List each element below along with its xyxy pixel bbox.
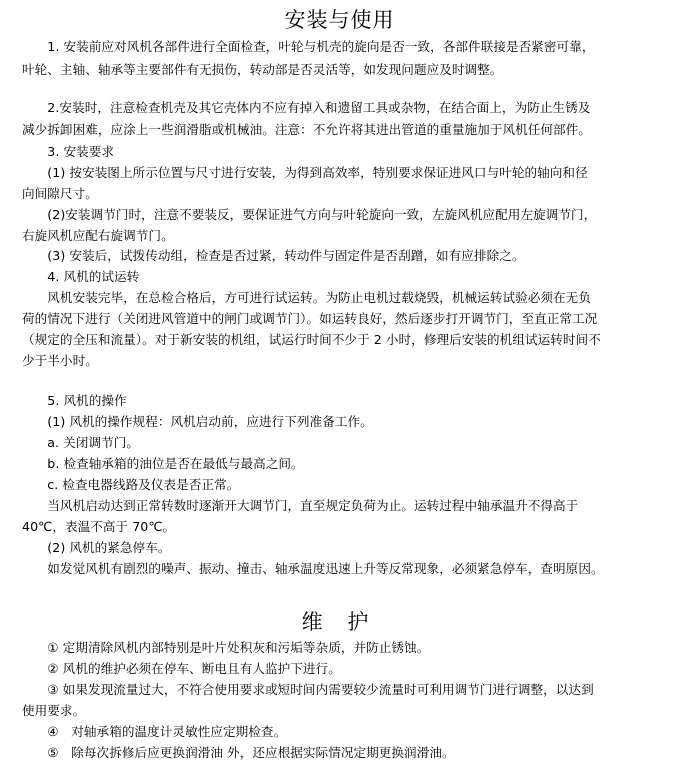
maintain-line-2: ② 风机的维护必须在停车、断电且有人监护下进行。 — [22, 661, 341, 676]
install-line-10: (3) 安装后，试拨传动组，检查是否过紧，转动件与固定件是否刮蹭，如有应排除之。 — [22, 248, 525, 263]
install-line-6: (1) 按安装图上所示位置与尺寸进行安装，为得到高效率，特别要求保证进风口与叶轮的轴向和径 — [22, 165, 588, 180]
install-line-2: 叶轮、主轴、轴承等主要部件有无损伤，转动部是否灵活等，如发现问题应及时调整。 — [22, 62, 503, 77]
maintain-title: 维 护 — [301, 610, 378, 634]
install-line-4: 减少拆卸困难，应涂上一些润滑脂或机械油。注意：不允许将其进出管道的重量施加于风机任何部件。 — [22, 122, 591, 137]
maintain-line-5: ④ 对轴承箱的温度计灵敏性应定期检查。 — [22, 724, 287, 739]
install-line-5: 3. 安装要求 — [22, 144, 115, 159]
install-line-15: 少于半小时。 — [22, 353, 98, 368]
install-line-22: 40℃，表温不高于 70℃。 — [22, 519, 176, 534]
maintain-line-6: ⑤ 除每次拆修后应更换润滑油 外，还应根据实际情况定期更换润滑油。 — [22, 745, 455, 760]
install-line-1: 1. 安装前应对风机各部件进行全面检查，叶轮与机壳的旋向是否一致，各部件联接是否紧密可靠， — [22, 39, 595, 54]
install-line-8: (2)安装调节门时，注意不要装反，要保证进气方向与叶轮旋向一致，左旋风机应配用左旋调节门， — [22, 207, 597, 222]
install-line-12: 风机安装完毕，在总检合格后，方可进行试运转。为防止电机过载烧毁，机械运转试验必须在无负 — [22, 290, 591, 305]
install-line-23: (2) 风机的紧急停车。 — [22, 540, 171, 555]
install-line-24: 如发觉风机有剧烈的噪声、振动、撞击、轴承温度迅速上升等反常现象，必须紧急停车，查明原因。 — [22, 561, 604, 576]
maintain-line-3: ③ 如果发现流量过大，不符合使用要求或短时间内需要较少流量时可利用调节门进行调整，以达到 — [22, 682, 594, 697]
install-line-9: 右旋风机应配右旋调节门。 — [22, 228, 174, 243]
maintain-line-4: 使用要求。 — [22, 703, 86, 718]
install-line-18: a. 关闭调节门。 — [22, 435, 140, 450]
install-line-14: （规定的全压和流量）。对于新安装的机组，试运行时间不少于 2 小时，修理后安装的机组试运转时间不 — [22, 332, 601, 347]
install-line-16: 5. 风机的操作 — [22, 393, 127, 408]
install-line-11: 4. 风机的试运转 — [22, 269, 140, 284]
install-line-13: 荷的情况下进行（关闭进风管道中的闸门或调节门）。如运转良好，然后逐步打开调节门，至直正常工况 — [22, 311, 598, 326]
install-line-19: b. 检查轴承箱的油位是否在最低与最高之间。 — [22, 456, 304, 471]
install-line-21: 当风机启动达到正常转数时逐渐开大调节门，直至规定负荷为止。运转过程中轴承温升不得高于 — [22, 498, 579, 513]
install-title: 安装与使用 — [284, 8, 395, 32]
maintain-line-1: ① 定期清除风机内部特别是叶片处积灰和污垢等杂质，并防止锈蚀。 — [22, 640, 430, 655]
install-line-20: c. 检查电器线路及仪表是否正常。 — [22, 477, 240, 492]
install-line-17: (1) 风机的操作规程：风机启动前，应进行下列准备工作。 — [22, 414, 373, 429]
install-line-3: 2.安装时，注意检查机壳及其它壳体内不应有掉入和遗留工具或杂物，在结合面上，为防止生锈及 — [22, 100, 591, 115]
install-line-7: 向间隙尺寸。 — [22, 186, 98, 201]
